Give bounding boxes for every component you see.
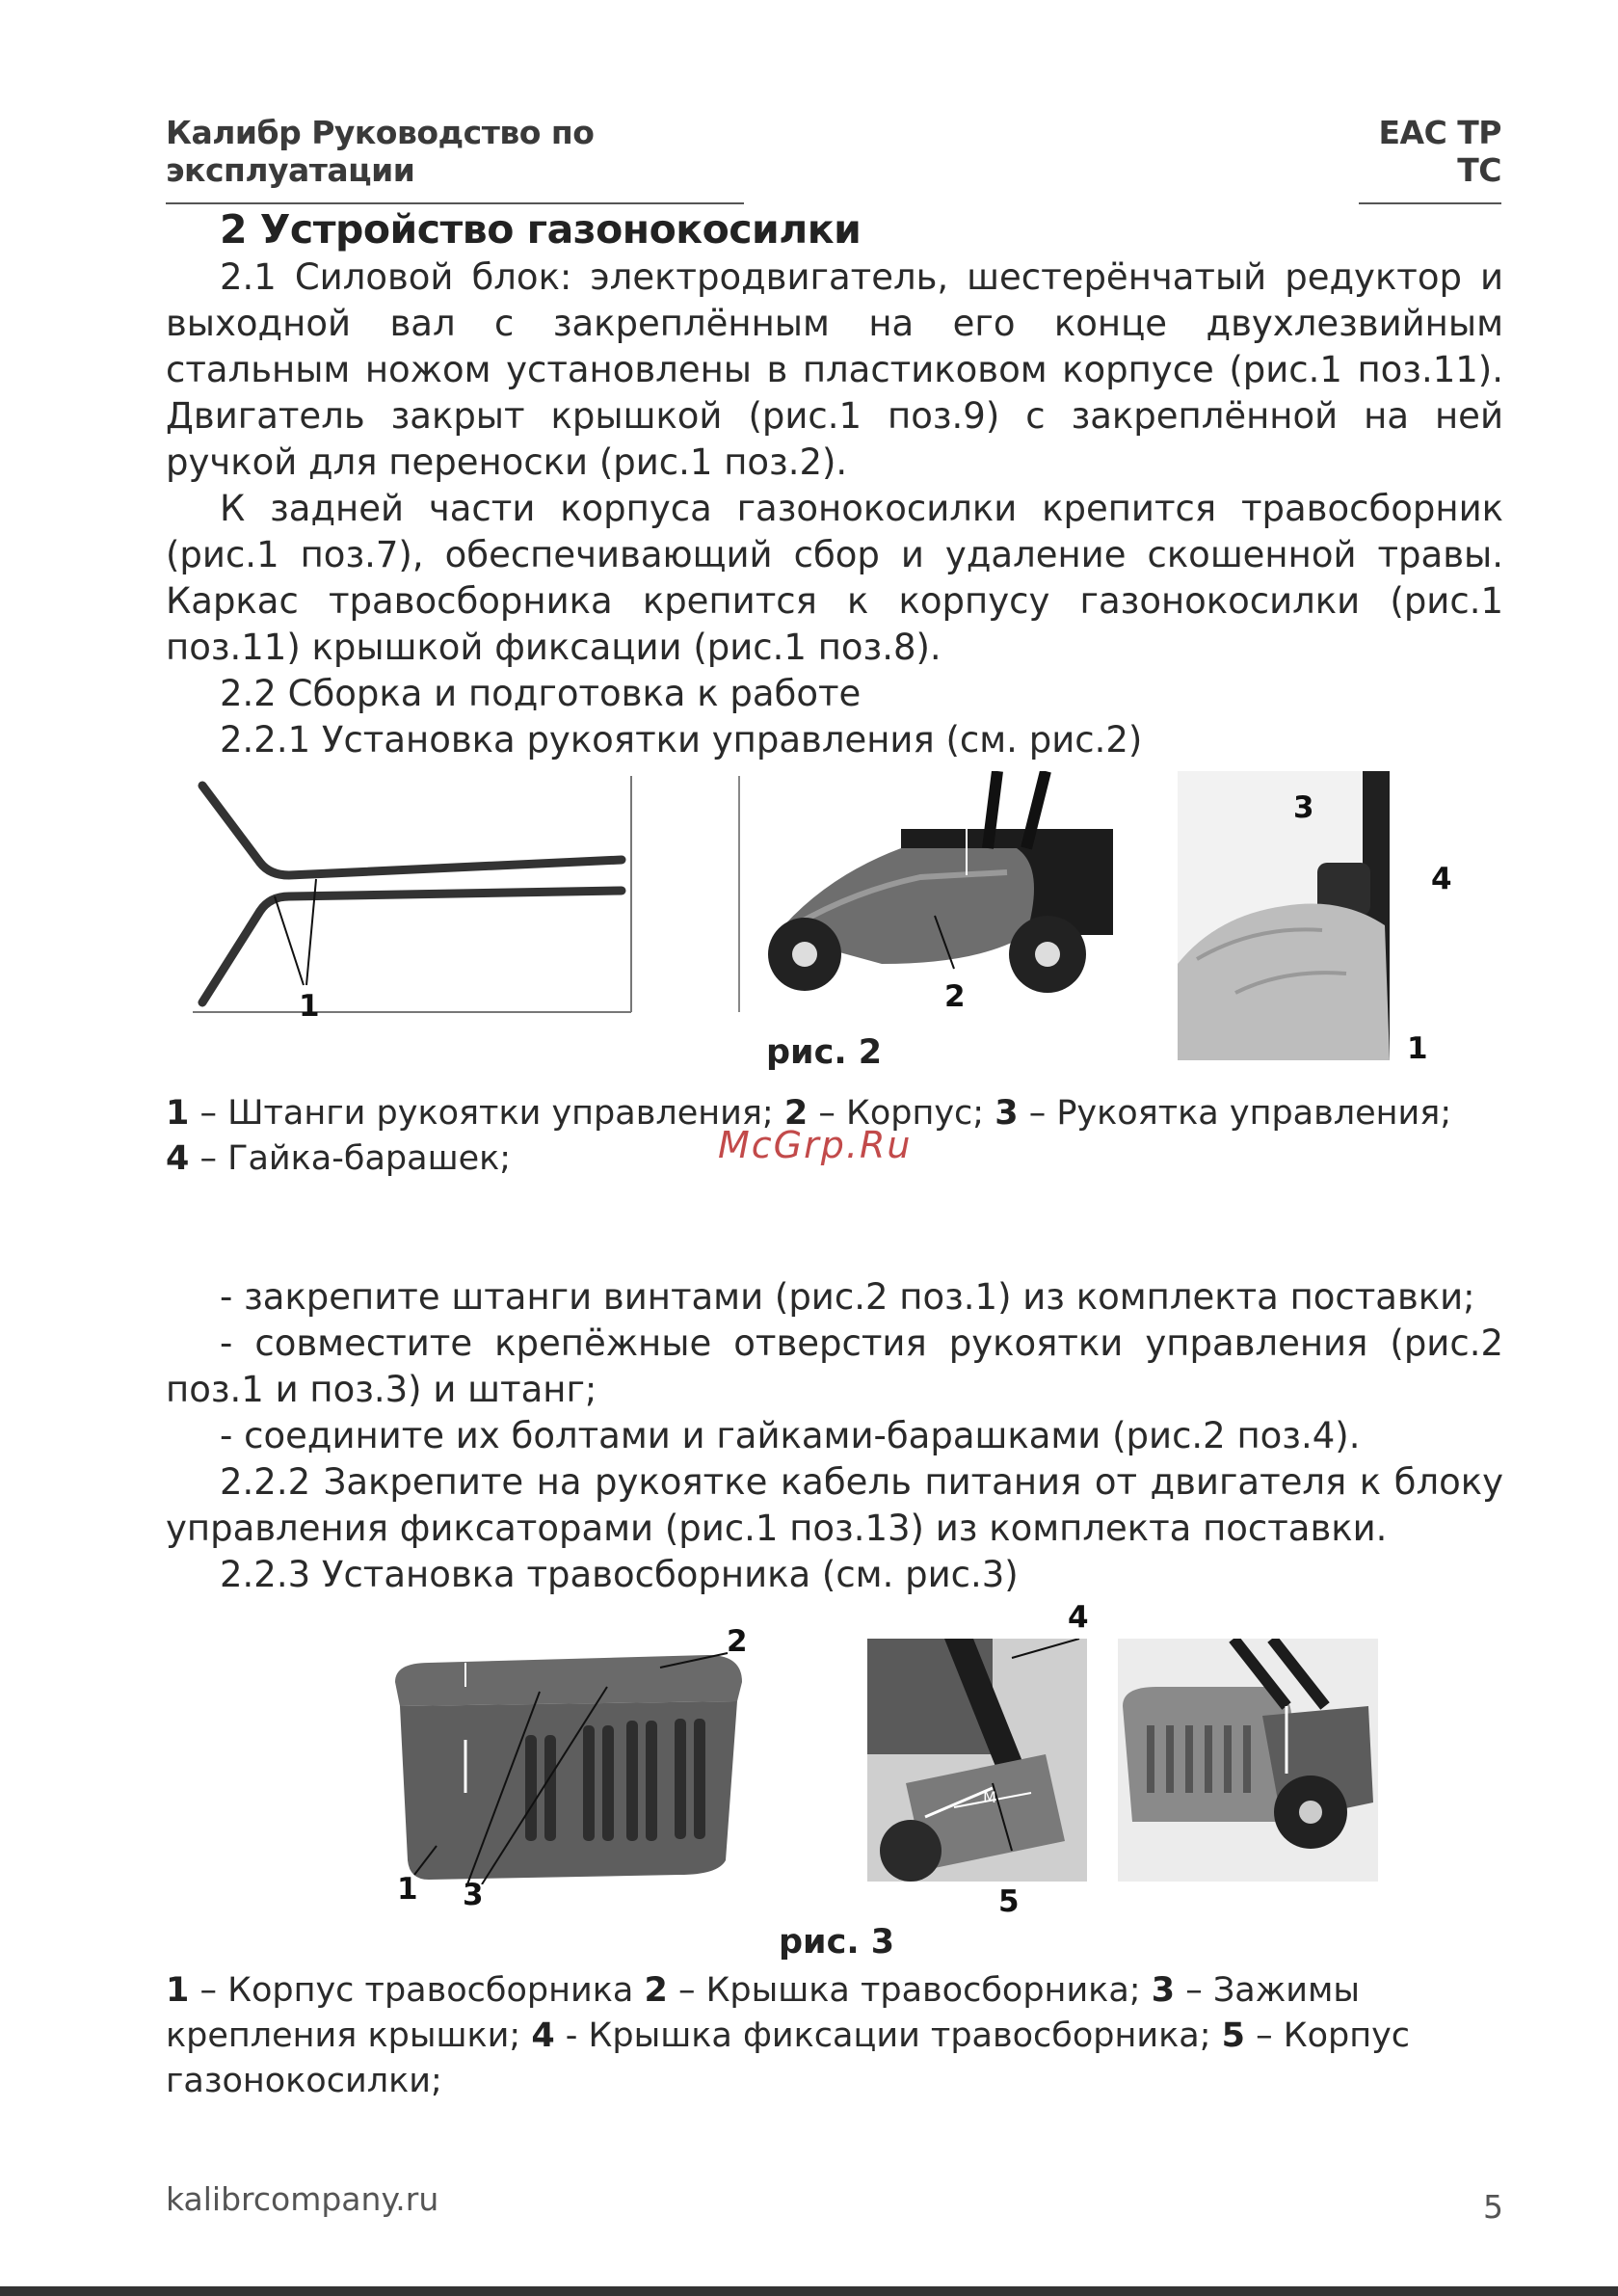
fig2-caption: рис. 2 <box>766 1033 883 1072</box>
fig2-wing-nut-image <box>1178 771 1390 1060</box>
paragraph-2-2-2: 2.2.2 Закрепите на рукоятке кабель питания от двигателя к блоку управления фиксаторами (рис.1 поз.13) из комплекта поставки. <box>166 1461 1503 1549</box>
fig2-legend-text-3: – Рукоятка управления; <box>1018 1094 1452 1133</box>
fig3-legend-num-1: 1 <box>166 1971 190 2010</box>
fig3-legend-text-3: – Зажимы крепления крышки; <box>166 1971 1361 2055</box>
fig2-label-3: 3 <box>1293 790 1314 825</box>
fig3-fixing-cover-image <box>867 1639 1087 1882</box>
fig3-label-3: 3 <box>463 1878 484 1912</box>
fig3-label-4: 4 <box>1068 1600 1089 1635</box>
header-title: Калибр Руководство по эксплуатации <box>166 114 744 204</box>
fig3-legend-num-4: 4 <box>531 2016 555 2055</box>
section-title: 2 Устройство газонокосилки <box>220 206 862 253</box>
fig2-handle-bars-image <box>183 771 636 1022</box>
fig2-legend-num-4: 4 <box>166 1139 190 1178</box>
fig3-legend-text-2: – Крышка травосборника; <box>667 1971 1152 2010</box>
fig2-label-1b: 1 <box>1407 1031 1428 1066</box>
fig2-legend-num-2: 2 <box>783 1094 809 1133</box>
fig3-legend <box>166 1968 1515 2104</box>
fig3-legend-text-1: – Корпус травосборника <box>189 1971 645 2010</box>
fig3-assembled-mower-image <box>1118 1639 1378 1882</box>
fig2-legend-text-2: – Корпус; <box>808 1094 995 1133</box>
step-fix-bars: - закрепите штанги винтами (рис.2 поз.1) из комплекта поставки; <box>220 1276 1475 1318</box>
fig2-mower-body-image <box>737 771 1118 1022</box>
fig3-legend-num-3: 3 <box>1151 1971 1176 2010</box>
fig2-legend-text-4: – Гайка-барашек; <box>189 1139 512 1178</box>
paragraph-grass-catcher: К задней части корпуса газонокосилки крепится травосборник (рис.1 поз.7), обеспечивающий сбор и удаление скошенной травы. Каркас травосборника крепится к корпусу газонокосилки (рис.1 поз.11) крышкой фиксации (рис.1 поз.8). <box>166 488 1503 668</box>
fig3-grass-catcher-image <box>390 1643 747 1884</box>
fig3-legend-num-2: 2 <box>644 1971 668 2010</box>
watermark: McGrp.Ru <box>718 1124 913 1166</box>
paragraph-2-1: 2.1 Силовой блок: электродвигатель, шестерёнчатый редуктор и выходной вал с закреплённым на его конце двухлезвийным стальным ножом установлены в пластиковом корпусе (рис.1 поз.11). Двигатель закрыт крышкой (рис.1 поз.9) с закреплённой на ней ручкой для переноски (рис.1 поз.2). <box>166 256 1503 483</box>
fig2-legend-num-1: 1 <box>166 1094 190 1133</box>
paragraph-2-2-3: 2.2.3 Установка травосборника (см. рис.3) <box>220 1554 1019 1595</box>
fig3-legend-text-4: - Крышка фиксации травосборника; <box>554 2016 1222 2055</box>
fig3-label-1: 1 <box>397 1872 418 1907</box>
fig3-label-5: 5 <box>998 1884 1020 1919</box>
fig3-label-2: 2 <box>727 1624 748 1659</box>
header-certification: ЕАС ТР ТС <box>1359 114 1501 204</box>
fig2-label-2: 2 <box>944 979 966 1014</box>
fig2-legend-text-1: – Штанги рукоятки управления; <box>189 1094 784 1133</box>
paragraph-2-2: 2.2 Сборка и подготовка к работе <box>220 673 862 714</box>
fig2-label-4: 4 <box>1431 862 1452 896</box>
fig3-legend-text-5: – Корпус газонокосилки; <box>166 2016 1411 2100</box>
bottom-divider <box>0 2286 1618 2296</box>
fig3-label-m: M <box>983 1788 996 1806</box>
fig3-legend-num-5: 5 <box>1221 2016 1245 2055</box>
fig2-legend-num-3: 3 <box>995 1094 1019 1133</box>
fig3-caption: рис. 3 <box>779 1923 895 1962</box>
footer-website-link[interactable]: kalibrcompany.ru <box>166 2180 439 2218</box>
step-bolt-nuts: - соедините их болтами и гайками-барашками (рис.2 поз.4). <box>220 1415 1361 1456</box>
page-number: 5 <box>1483 2188 1503 2226</box>
paragraph-2-2-1: 2.2.1 Установка рукоятки управления (см. рис.2) <box>220 719 1143 761</box>
fig2-label-1a: 1 <box>299 989 320 1024</box>
step-align-holes: - совместите крепёжные отверстия рукоятки управления (рис.2 поз.1 и поз.3) и штанг; <box>166 1322 1503 1410</box>
